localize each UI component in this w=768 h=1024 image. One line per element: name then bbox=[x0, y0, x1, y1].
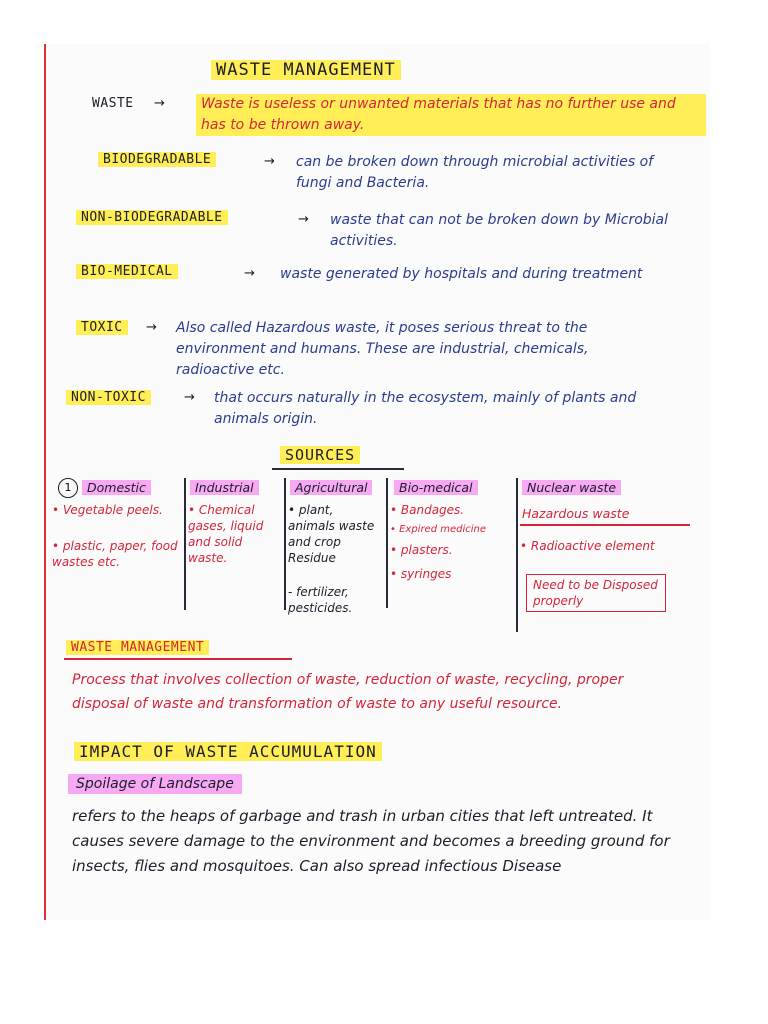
waste-management-text: Process that involves collection of waste, reduction of waste, recycling, proper disposal of waste and transformation of waste to any useful resource. bbox=[72, 672, 624, 712]
source-heading-agricultural: Agricultural bbox=[290, 480, 372, 495]
list-item: • plastic, paper, food wastes etc. bbox=[52, 539, 178, 569]
source-heading-nuclear: Nuclear waste bbox=[522, 480, 621, 495]
impact-heading: IMPACT OF WASTE ACCUMULATION bbox=[74, 742, 382, 761]
waste-management-heading: WASTE MANAGEMENT bbox=[66, 640, 209, 655]
arrow-icon: → bbox=[244, 266, 255, 281]
page-title: WASTE MANAGEMENT bbox=[211, 60, 401, 80]
arrow-icon: → bbox=[154, 96, 165, 111]
definition-biodegradable: can be broken down through microbial activities of fungi and Bacteria. bbox=[296, 154, 654, 191]
nuclear-subheading: Hazardous waste bbox=[522, 506, 630, 521]
term-waste: WASTE bbox=[92, 96, 134, 111]
arrow-icon: → bbox=[298, 212, 309, 227]
list-item: - fertilizer, pesticides. bbox=[288, 585, 353, 615]
term-biodegradable: BIODEGRADABLE bbox=[98, 152, 216, 167]
list-item: • syringes bbox=[390, 567, 452, 581]
definition-bio-medical: waste generated by hospitals and during treatment bbox=[280, 266, 643, 282]
notebook-page bbox=[44, 44, 710, 920]
impact-text: refers to the heaps of garbage and trash in urban cities that left untreated. It causes severe damage to the environment and becomes a breeding ground for insects, flies and mosquitoes. Can also spread infectious Disease bbox=[72, 807, 670, 875]
list-item: Need to be Disposed properly bbox=[526, 574, 666, 612]
impact-subheading: Spoilage of Landscape bbox=[68, 774, 242, 794]
term-non-biodegradable: NON-BIODEGRADABLE bbox=[76, 210, 228, 225]
sources-heading: SOURCES bbox=[280, 446, 360, 464]
arrow-icon: → bbox=[264, 154, 275, 169]
term-non-toxic: NON-TOXIC bbox=[66, 390, 151, 405]
list-item: • Bandages. bbox=[390, 503, 465, 517]
term-bio-medical: BIO-MEDICAL bbox=[76, 264, 178, 279]
term-toxic: TOXIC bbox=[76, 320, 128, 335]
arrow-icon: → bbox=[146, 320, 157, 335]
source-heading-domestic: Domestic bbox=[82, 480, 151, 495]
definition-non-biodegradable: waste that can not be broken down by Microbial activities. bbox=[330, 212, 669, 249]
list-item: • Expired medicine bbox=[390, 524, 487, 535]
list-item: • plasters. bbox=[390, 543, 453, 557]
list-item: • Vegetable peels. bbox=[52, 503, 163, 517]
definition-toxic: Also called Hazardous waste, it poses serious threat to the environment and humans. These are industrial, chemicals, radioactive etc. bbox=[176, 320, 589, 378]
source-heading-industrial: Industrial bbox=[190, 480, 259, 495]
definition-non-toxic: that occurs naturally in the ecosystem, mainly of plants and animals origin. bbox=[214, 390, 637, 427]
arrow-icon: → bbox=[184, 390, 195, 405]
list-item: • plant, animals waste and crop Residue bbox=[288, 503, 375, 565]
definition-waste: Waste is useless or unwanted materials that has no further use and has to be thrown away. bbox=[196, 94, 706, 136]
list-item: • Radioactive element bbox=[520, 539, 655, 553]
source-heading-bio-medical: Bio-medical bbox=[394, 480, 478, 495]
list-item: • Chemical gases, liquid and solid waste. bbox=[188, 503, 264, 565]
section-number: 1 bbox=[58, 478, 78, 498]
